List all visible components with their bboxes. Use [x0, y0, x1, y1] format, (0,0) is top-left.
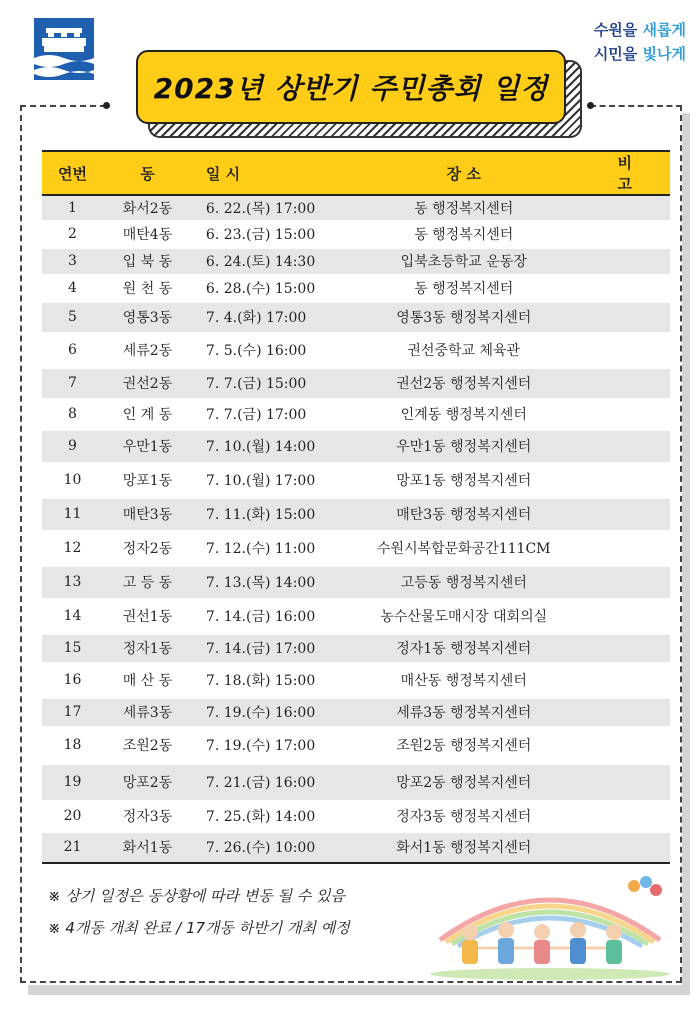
cell-place: 동 행정복지센터: [345, 221, 582, 247]
cell-no: 20: [42, 801, 103, 831]
cell-place: 망포1동 행정복지센터: [345, 463, 582, 497]
cell-date: 7. 13.(목) 14:00: [192, 565, 345, 599]
slogan-line1-accent: 새롭게: [642, 21, 686, 39]
cell-place: 세류3동 행정복지센터: [345, 697, 582, 727]
cell-place: 농수산물도매시장 대회의실: [345, 599, 582, 633]
table-row: [42, 663, 670, 697]
cell-no: 3: [42, 247, 103, 275]
cell-place: 고등동 행정복지센터: [345, 565, 582, 599]
frame-dot-left: [103, 102, 110, 109]
cell-dong: 매 산 동: [103, 663, 192, 697]
cell-note: [582, 497, 670, 531]
table-row: [42, 221, 670, 247]
cell-dong: 화서1동: [103, 831, 192, 863]
table-row: [42, 301, 670, 333]
page-title: 2023년 상반기 주민총회 일정: [136, 50, 566, 124]
header-note: 비고: [582, 151, 670, 195]
cell-date: 7. 10.(월) 14:00: [192, 429, 345, 463]
cell-date: 7. 21.(금) 16:00: [192, 763, 345, 801]
cell-place: 매산동 행정복지센터: [345, 663, 582, 697]
cell-place: 화서1동 행정복지센터: [345, 831, 582, 863]
cell-date: 7. 25.(화) 14:00: [192, 801, 345, 831]
cell-no: 16: [42, 663, 103, 697]
cell-note: [582, 333, 670, 367]
cell-note: [582, 463, 670, 497]
cell-place: 망포2동 행정복지센터: [345, 763, 582, 801]
city-slogan: [586, 18, 686, 66]
cell-place: 권선2동 행정복지센터: [345, 367, 582, 399]
cell-no: 15: [42, 633, 103, 663]
cell-dong: 정자2동: [103, 531, 192, 565]
cell-note: [582, 565, 670, 599]
cell-no: 12: [42, 531, 103, 565]
cell-note: [582, 301, 670, 333]
cell-date: 6. 28.(수) 15:00: [192, 275, 345, 301]
cell-place: 조원2동 행정복지센터: [345, 727, 582, 763]
cell-date: 7. 7.(금) 17:00: [192, 399, 345, 429]
cell-no: 8: [42, 399, 103, 429]
table-row: [42, 565, 670, 599]
cell-dong: 매탄4동: [103, 221, 192, 247]
note-line-1: ※ 상기 일정은 동상황에 따라 변동 될 수 있음: [48, 887, 346, 905]
table-row: [42, 599, 670, 633]
table-row: [42, 399, 670, 429]
cell-note: [582, 763, 670, 801]
cell-date: 6. 24.(토) 14:30: [192, 247, 345, 275]
table-row: [42, 195, 670, 221]
table-row: [42, 727, 670, 763]
cell-date: 7. 4.(화) 17:00: [192, 301, 345, 333]
frame-top-right-line: [590, 105, 682, 107]
cell-note: [582, 831, 670, 863]
cell-dong: 망포2동: [103, 763, 192, 801]
cell-date: 7. 14.(금) 16:00: [192, 599, 345, 633]
people-rainbow-illustration: [420, 870, 680, 980]
cell-note: [582, 367, 670, 399]
cell-no: 14: [42, 599, 103, 633]
cell-no: 11: [42, 497, 103, 531]
frame-top-left-line: [20, 105, 106, 107]
cell-no: 9: [42, 429, 103, 463]
cell-dong: 원 천 동: [103, 275, 192, 301]
cell-place: 동 행정복지센터: [345, 195, 582, 221]
cell-place: 정자3동 행정복지센터: [345, 801, 582, 831]
table-row: [42, 801, 670, 831]
cell-place: 권선중학교 체육관: [345, 333, 582, 367]
cell-note: [582, 275, 670, 301]
cell-dong: 정자3동: [103, 801, 192, 831]
slogan-line1-pre: 수원을: [593, 21, 643, 39]
cell-place: 우만1동 행정복지센터: [345, 429, 582, 463]
suwon-city-logo-icon: [34, 18, 94, 80]
cell-no: 17: [42, 697, 103, 727]
cell-place: 동 행정복지센터: [345, 275, 582, 301]
slogan-line2-pre: 시민을: [593, 45, 643, 63]
header-place: 장 소: [345, 151, 582, 195]
cell-dong: 조원2동: [103, 727, 192, 763]
table-row: [42, 497, 670, 531]
table-row: [42, 333, 670, 367]
table-row: [42, 275, 670, 301]
cell-note: [582, 663, 670, 697]
cell-dong: 인 계 동: [103, 399, 192, 429]
cell-note: [582, 195, 670, 221]
frame-shadow-bottom: [28, 985, 690, 995]
frame-dot-right: [587, 102, 594, 109]
slogan-line2-accent: 빛나게: [642, 45, 686, 63]
cell-no: 2: [42, 221, 103, 247]
frame-shadow-right: [682, 113, 690, 993]
cell-note: [582, 599, 670, 633]
cell-dong: 세류3동: [103, 697, 192, 727]
cell-note: [582, 221, 670, 247]
table-header-row: [42, 151, 670, 195]
cell-dong: 정자1동: [103, 633, 192, 663]
table-row: [42, 463, 670, 497]
header-date: 일 시: [192, 151, 345, 195]
cell-dong: 세류2동: [103, 333, 192, 367]
cell-date: 6. 22.(목) 17:00: [192, 195, 345, 221]
table-row: [42, 429, 670, 463]
cell-date: 7. 10.(월) 17:00: [192, 463, 345, 497]
cell-no: 5: [42, 301, 103, 333]
cell-date: 7. 19.(수) 17:00: [192, 727, 345, 763]
cell-date: 7. 5.(수) 16:00: [192, 333, 345, 367]
cell-dong: 권선1동: [103, 599, 192, 633]
cell-date: 7. 12.(수) 11:00: [192, 531, 345, 565]
cell-dong: 화서2동: [103, 195, 192, 221]
cell-no: 19: [42, 763, 103, 801]
cell-dong: 권선2동: [103, 367, 192, 399]
cell-dong: 망포1동: [103, 463, 192, 497]
cell-note: [582, 727, 670, 763]
cell-no: 18: [42, 727, 103, 763]
cell-no: 4: [42, 275, 103, 301]
cell-place: 정자1동 행정복지센터: [345, 633, 582, 663]
cell-place: 수원시복합문화공간111CM: [345, 531, 582, 565]
cell-place: 인계동 행정복지센터: [345, 399, 582, 429]
cell-note: [582, 399, 670, 429]
schedule-table: [42, 150, 670, 864]
cell-dong: 영통3동: [103, 301, 192, 333]
cell-date: 7. 11.(화) 15:00: [192, 497, 345, 531]
cell-note: [582, 801, 670, 831]
table-row: [42, 633, 670, 663]
cell-note: [582, 429, 670, 463]
cell-dong: 입 북 동: [103, 247, 192, 275]
cell-date: 7. 26.(수) 10:00: [192, 831, 345, 863]
cell-note: [582, 697, 670, 727]
cell-dong: 우만1동: [103, 429, 192, 463]
cell-note: [582, 531, 670, 565]
table-row: [42, 247, 670, 275]
table-row: [42, 367, 670, 399]
note-line-2: ※ 4개동 개최 완료 / 17개동 하반기 개최 예정: [48, 919, 350, 937]
header-no: 연번: [42, 151, 103, 195]
cell-dong: 고 등 동: [103, 565, 192, 599]
table-row: [42, 531, 670, 565]
cell-no: 13: [42, 565, 103, 599]
cell-note: [582, 247, 670, 275]
table-body: [42, 195, 670, 863]
cell-note: [582, 633, 670, 663]
header-dong: 동: [103, 151, 192, 195]
cell-dong: 매탄3동: [103, 497, 192, 531]
cell-date: 7. 18.(화) 15:00: [192, 663, 345, 697]
table-row: [42, 831, 670, 863]
cell-place: 입북초등학교 운동장: [345, 247, 582, 275]
table-row: [42, 697, 670, 727]
cell-date: 7. 19.(수) 16:00: [192, 697, 345, 727]
notes: [48, 880, 428, 944]
cell-no: 10: [42, 463, 103, 497]
cell-no: 1: [42, 195, 103, 221]
cell-place: 매탄3동 행정복지센터: [345, 497, 582, 531]
cell-no: 6: [42, 333, 103, 367]
table-row: [42, 763, 670, 801]
cell-place: 영통3동 행정복지센터: [345, 301, 582, 333]
cell-date: 7. 7.(금) 15:00: [192, 367, 345, 399]
cell-date: 7. 14.(금) 17:00: [192, 633, 345, 663]
cell-no: 7: [42, 367, 103, 399]
cell-date: 6. 23.(금) 15:00: [192, 221, 345, 247]
cell-no: 21: [42, 831, 103, 863]
